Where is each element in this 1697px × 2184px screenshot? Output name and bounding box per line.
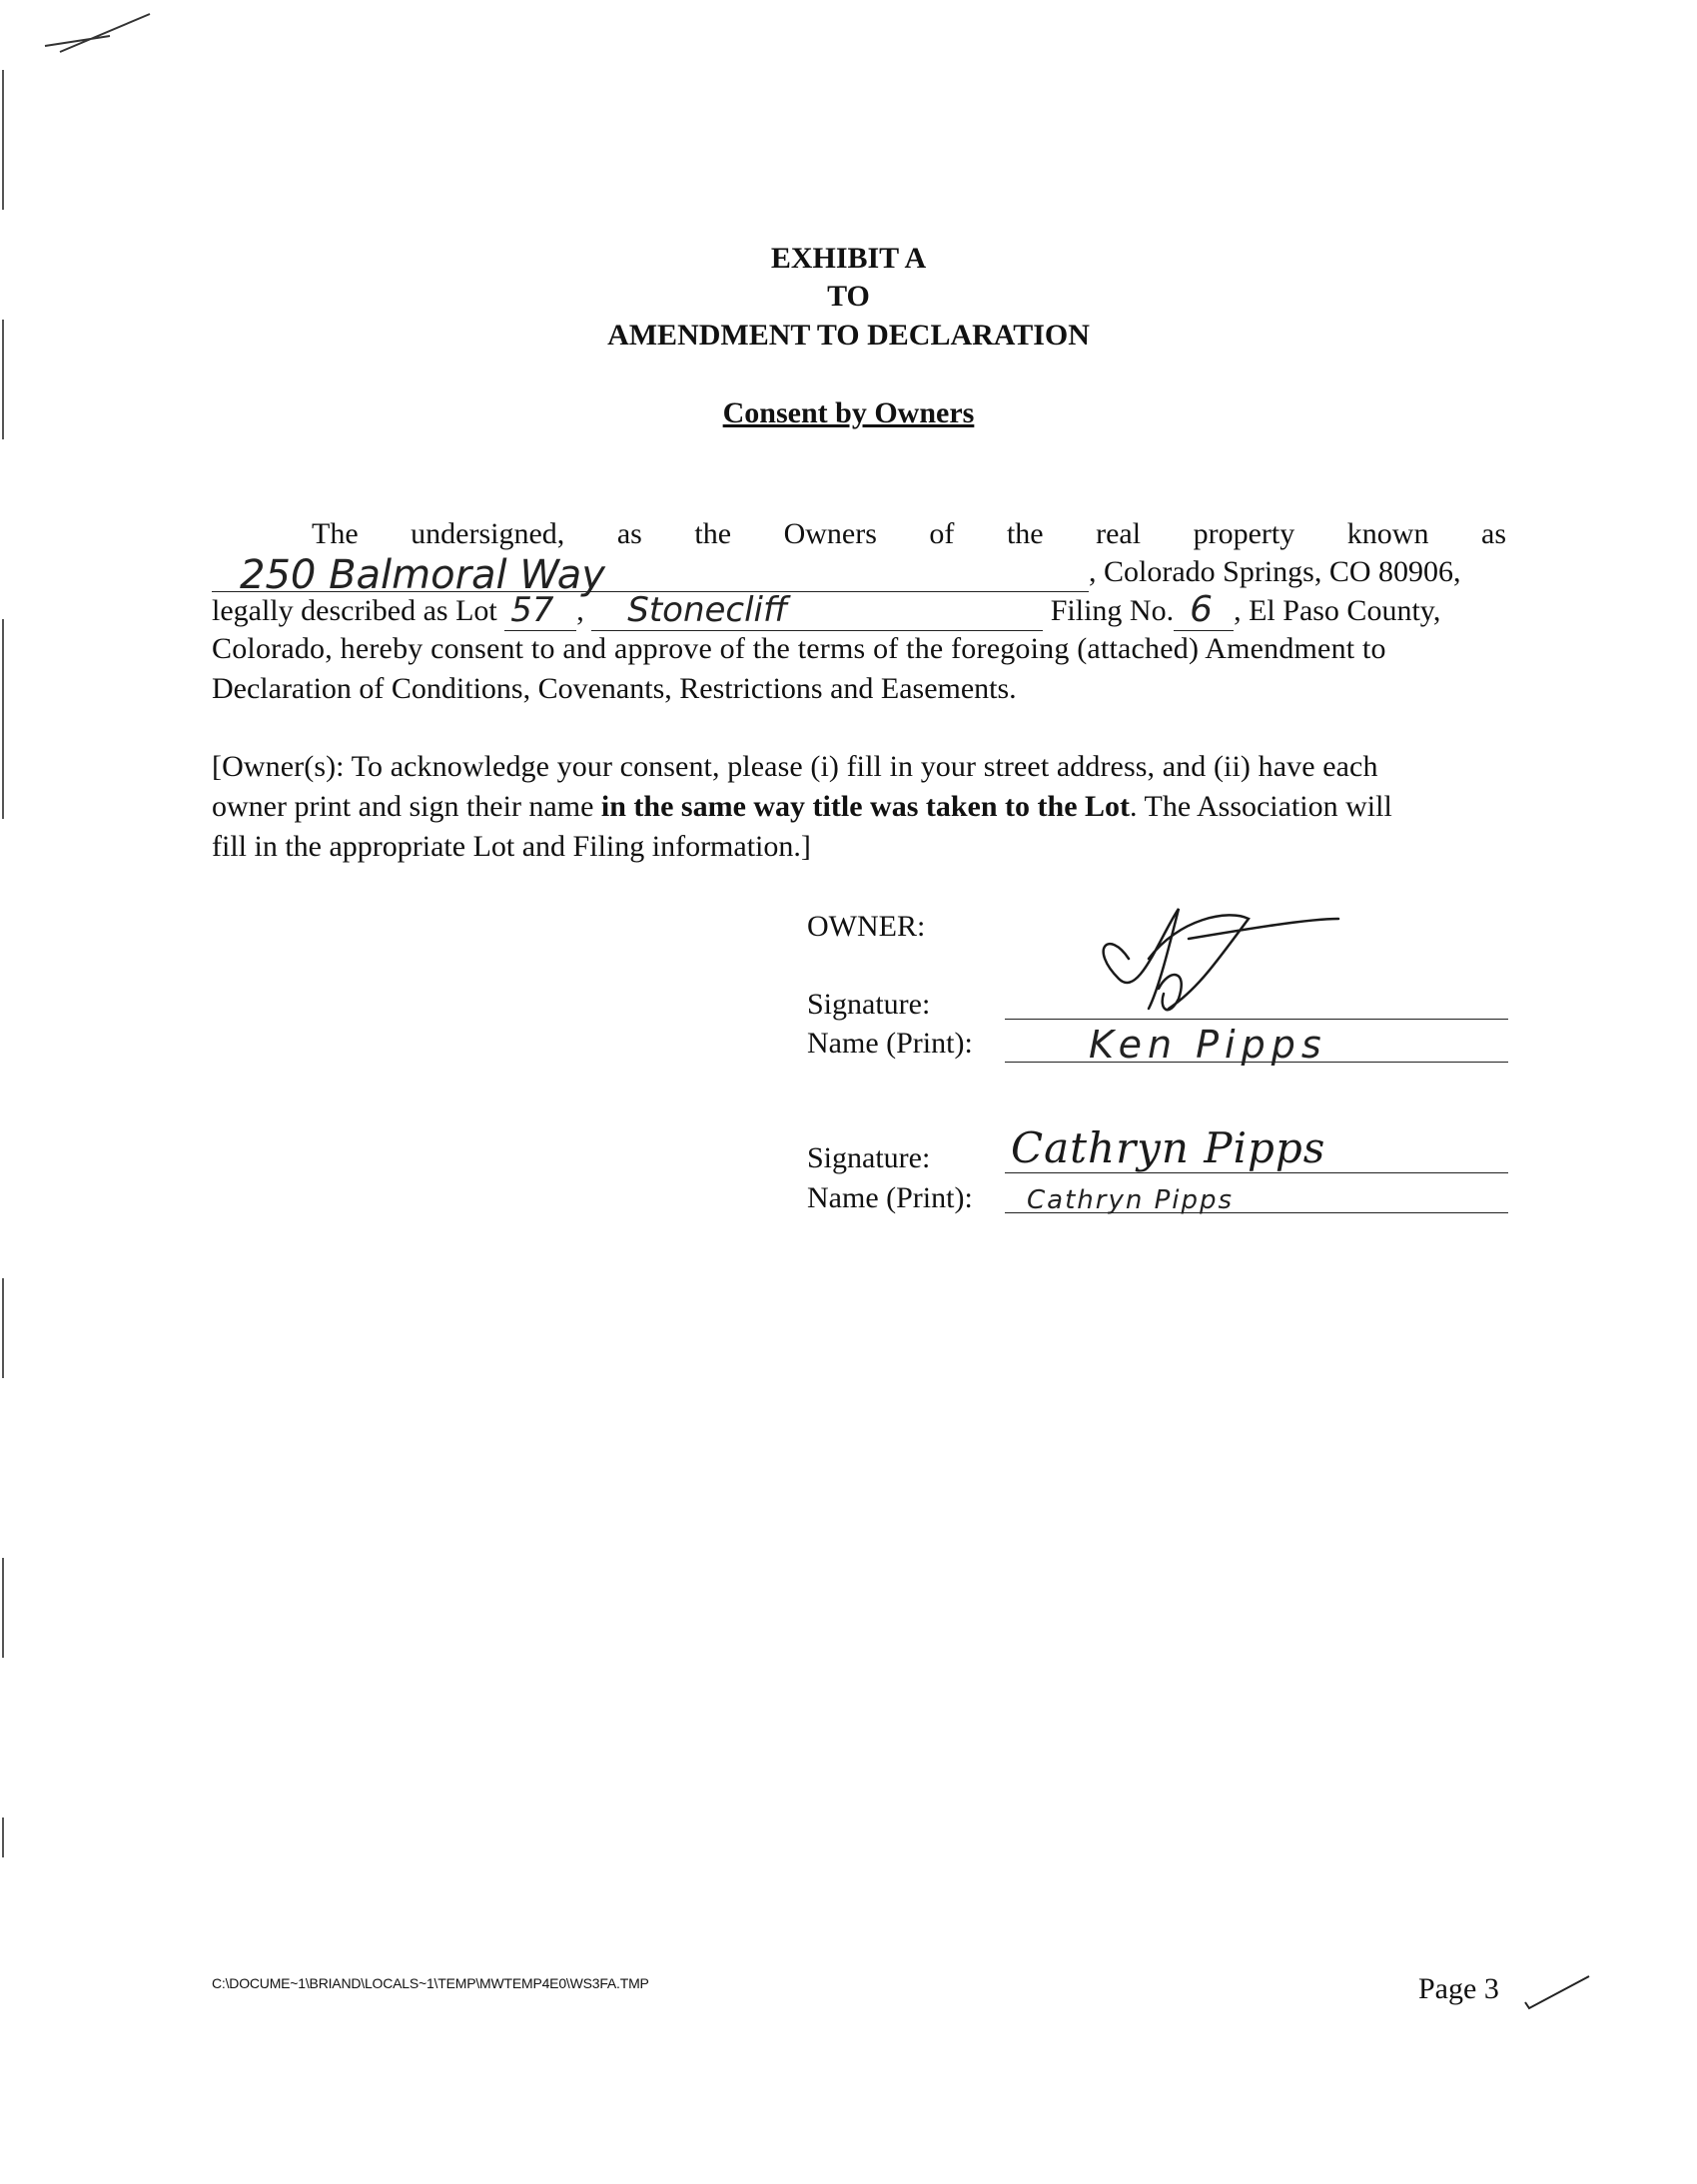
consent-heading: Consent by Owners	[722, 396, 975, 429]
city-state-zip: , Colorado Springs, CO 80906,	[1089, 555, 1461, 588]
owner1-printed-name: Ken Pipps	[1089, 1023, 1327, 1067]
signature-line-2[interactable]	[1005, 1172, 1508, 1173]
word: the	[694, 517, 732, 550]
owner-label: OWNER:	[807, 910, 926, 943]
para2-line2-prefix: owner print and sign their name	[212, 790, 601, 823]
para2-line2-suffix: . The Association will	[1130, 790, 1392, 823]
owner2-signature: Cathryn Pipps	[1011, 1123, 1326, 1172]
exhibit-subtitle: AMENDMENT TO DECLARATION	[607, 319, 1090, 352]
para1-line2	[212, 552, 1506, 598]
word: known	[1346, 517, 1429, 550]
name-print-label-1: Name (Print):	[807, 1027, 973, 1060]
county-text: , El Paso County,	[1234, 594, 1441, 627]
word: as	[616, 517, 642, 550]
para2-line2	[212, 787, 1506, 827]
word: the	[1006, 517, 1044, 550]
owner2-printed-name: Cathryn Pipps	[1027, 1185, 1235, 1215]
para1-line5: Declaration of Conditions, Covenants, Restrictions and Easements.	[212, 672, 1017, 705]
subdivision-handwritten: Stonecliff	[627, 590, 788, 630]
lot-number-handwritten: 57	[510, 590, 554, 630]
legal-description-label: legally described as Lot	[212, 594, 497, 627]
corner-mark	[40, 8, 160, 58]
signature-label-2: Signature:	[807, 1141, 931, 1174]
word: of	[929, 517, 955, 550]
exhibit-title: EXHIBIT A	[770, 242, 927, 275]
para1-line1	[212, 514, 1506, 554]
lot-number-field[interactable]	[504, 590, 576, 631]
para1-line3	[212, 591, 1506, 631]
owner1-signature-scribble	[1049, 899, 1348, 1039]
subdivision-field[interactable]	[591, 590, 1043, 631]
comma: ,	[576, 594, 584, 627]
page-number: Page 3	[1418, 1972, 1499, 2005]
page-check-mark	[1523, 1972, 1593, 2012]
word: The	[312, 517, 359, 550]
signature-label-1: Signature:	[807, 988, 931, 1021]
file-path-footer: C:\DOCUME~1\BRIAND\LOCALS~1\TEMP\MWTEMP4E0\WS3FA.TMP	[212, 1975, 649, 1991]
para2-line1: [Owner(s): To acknowledge your consent, please (i) fill in your street address, and (ii) have each	[212, 750, 1378, 783]
para2-line3: fill in the appropriate Lot and Filing information.]	[212, 830, 811, 863]
word: undersigned,	[411, 517, 565, 550]
word: real	[1096, 517, 1142, 550]
word: property	[1193, 517, 1295, 550]
word: Owners	[783, 517, 877, 550]
word: as	[1481, 517, 1506, 550]
filing-number-handwritten: 6	[1190, 589, 1213, 630]
para1-line4: Colorado, hereby consent to and approve of the terms of the foregoing (attached) Amendment to	[212, 632, 1386, 665]
name-print-label-2: Name (Print):	[807, 1181, 973, 1214]
para2-line2-bold: in the same way title was taken to the Lot	[600, 790, 1131, 823]
filing-number-field[interactable]	[1174, 589, 1234, 631]
street-address-field[interactable]	[212, 552, 1089, 598]
filing-label: Filing No.	[1050, 594, 1175, 627]
street-address-handwritten: 250 Balmoral Way	[240, 552, 605, 598]
exhibit-to: TO	[827, 280, 870, 313]
